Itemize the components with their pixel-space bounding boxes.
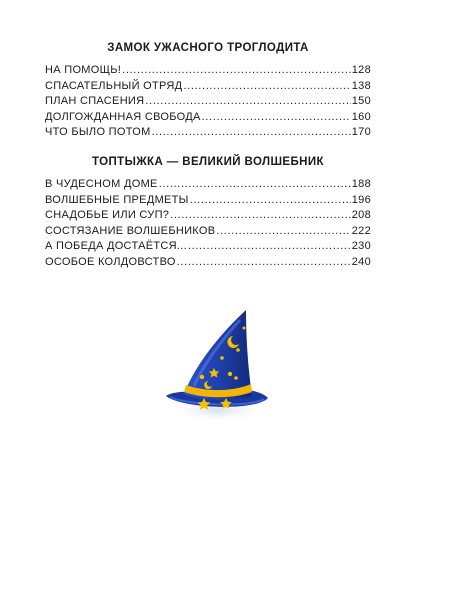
toc-entry-page: 128: [351, 64, 371, 76]
dot-leader: [188, 240, 351, 252]
toc-section: [45, 42, 371, 142]
toc-entry-page: 150: [351, 95, 371, 108]
dot-leader: [170, 209, 351, 221]
toc-entry[interactable]: [45, 64, 371, 80]
toc-entry[interactable]: [45, 111, 371, 127]
dot-leader: [183, 80, 350, 92]
toc-entry-page: 240: [351, 255, 371, 268]
toc-entry-page: 196: [351, 193, 371, 206]
toc-entry-page: 222: [351, 224, 371, 237]
toc-entry-page: 208: [351, 209, 371, 222]
dot-leader: [190, 194, 351, 206]
toc-entry[interactable]: [45, 194, 371, 210]
toc-entry-title: ПЛАН СПАСЕНИЯ: [45, 95, 145, 108]
toc-entry[interactable]: [45, 240, 371, 256]
toc-entry-page: 230: [351, 240, 371, 253]
section-title: ТОПТЫЖКА — ВЕЛИКИЙ ВОЛШЕБНИК: [92, 156, 324, 168]
toc-entry[interactable]: [45, 126, 371, 142]
toc-entry-title: СНАДОБЬЕ ИЛИ СУП?: [45, 209, 170, 222]
toc-entry[interactable]: [45, 209, 371, 225]
section-title: ЗАМОК УЖАСНОГО ТРОГЛОДИТА: [107, 42, 309, 54]
toc-entry-title: В ЧУДЕСНОМ ДОМЕ: [45, 178, 158, 190]
toc-list: [45, 64, 371, 142]
toc-entry-title: ОСОБОЕ КОЛДОВСТВО: [45, 255, 176, 268]
toc-entry-page: 160: [351, 110, 371, 123]
dot-leader: [202, 111, 351, 123]
dot-leader: [122, 64, 351, 76]
toc-entry[interactable]: [45, 178, 371, 194]
dot-leader: [159, 178, 351, 190]
toc-list: [45, 178, 371, 272]
toc-entry-page: 138: [351, 79, 371, 92]
dot-leader: [152, 126, 351, 138]
toc-entry-title: А ПОБЕДА ДОСТАЁТСЯ...: [45, 240, 187, 253]
toc-entry[interactable]: [45, 80, 371, 96]
toc-section: [45, 156, 371, 272]
dot-leader: [216, 225, 350, 237]
toc-entry-page: 170: [351, 126, 371, 139]
toc-entry[interactable]: [45, 95, 371, 111]
toc-entry[interactable]: [45, 225, 371, 241]
toc-entry-title: ДОЛГОЖДАННАЯ СВОБОДА: [45, 110, 201, 123]
toc-entry-page: 188: [351, 178, 371, 190]
toc-entry-title: СОСТЯЗАНИЕ ВОЛШЕБНИКОВ: [45, 224, 216, 237]
toc-entry-title: СПАСАТЕЛЬНЫЙ ОТРЯД: [45, 79, 183, 92]
toc-entry-title: ЧТО БЫЛО ПОТОМ: [45, 126, 151, 139]
dot-leader: [145, 95, 350, 107]
dot-leader: [177, 256, 351, 268]
toc-entry[interactable]: [45, 256, 371, 272]
toc-entry-title: ВОЛШЕБНЫЕ ПРЕДМЕТЫ: [45, 193, 189, 206]
toc-entry-title: НА ПОМОЩЬ!: [45, 64, 122, 76]
wizard-hat-icon: [160, 308, 272, 426]
